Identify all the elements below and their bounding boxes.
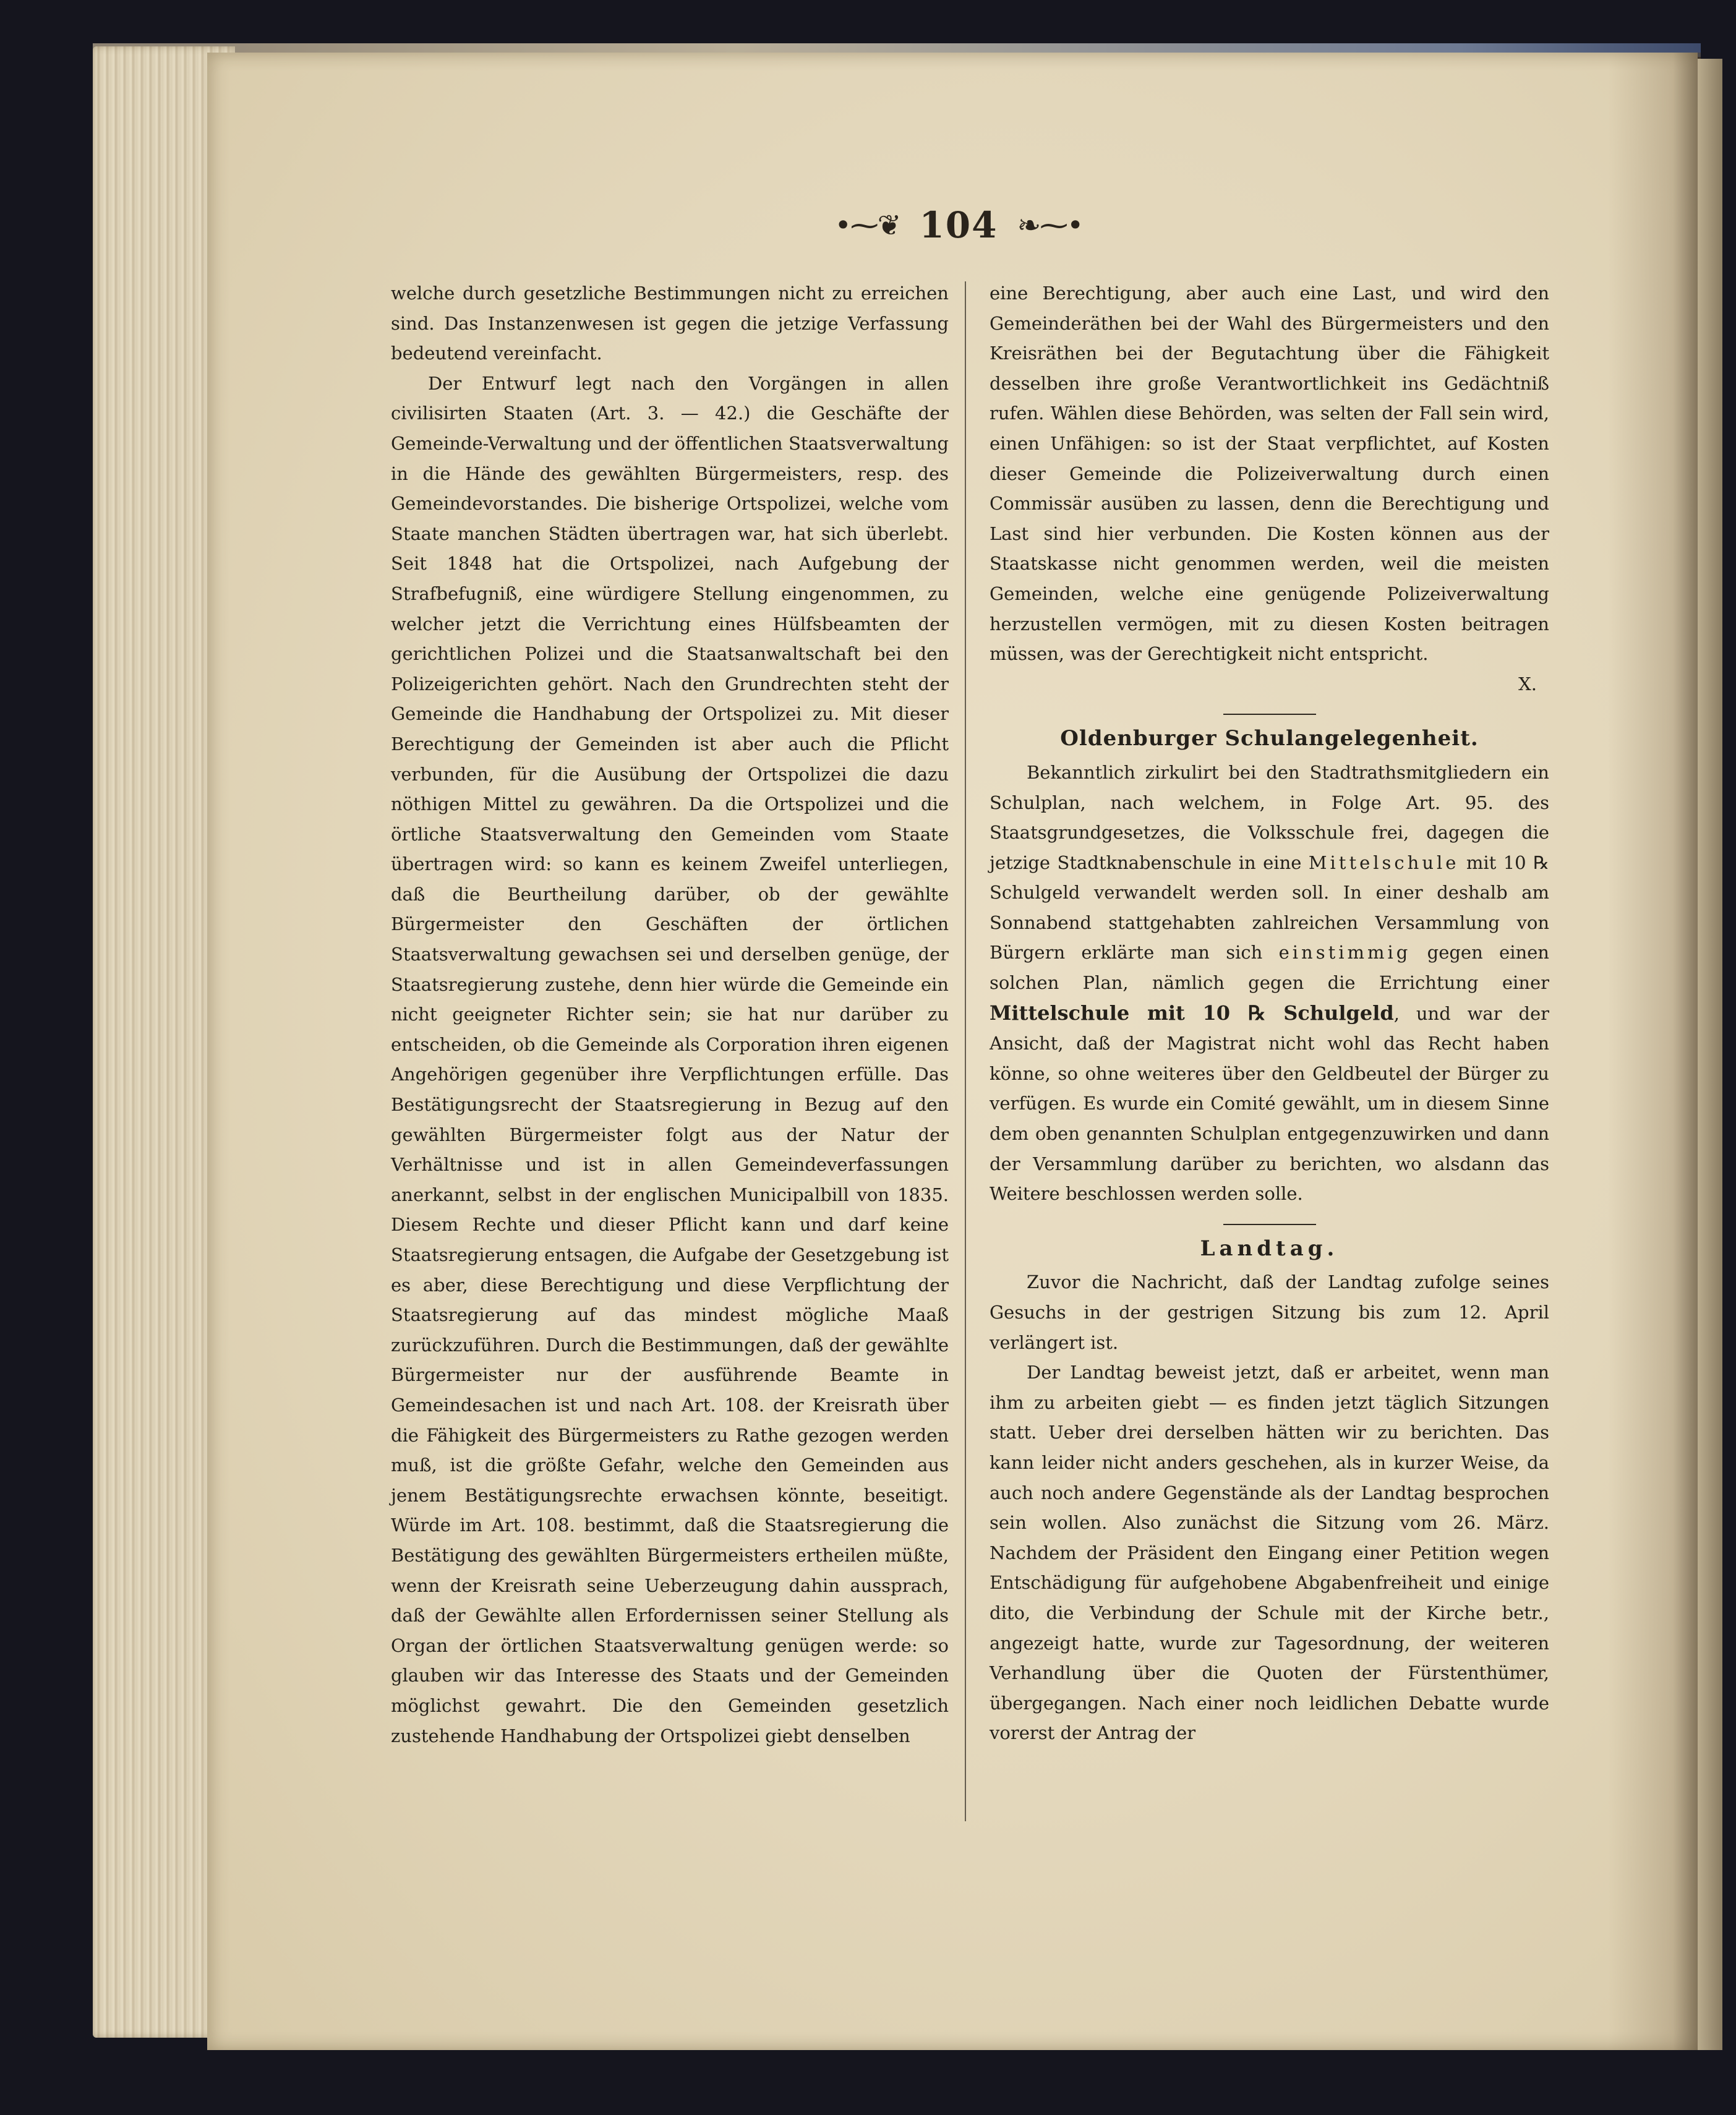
column-divider bbox=[965, 281, 966, 1821]
text-run: , und war der Ansicht, daß der Magistrat nicht wohl das Recht haben könne, so ohne weiteres über den Geldbeutel der Bürger zu verfügen. Es wurde ein Comité gewählt, um in diesem Sinne dem oben genannten Schulplan entgegenzuwirken und dann der Versammlung darüber zu berichten, wo alsdann das Weitere beschlossen werden solle. bbox=[990, 1002, 1550, 1205]
ornament-right-icon: ❧⁓• bbox=[1017, 208, 1083, 242]
page-number: 104 bbox=[919, 204, 998, 246]
facing-page-edge bbox=[1698, 59, 1722, 2050]
paragraph bbox=[990, 758, 1549, 1209]
author-signature: X. bbox=[1518, 673, 1537, 694]
ornament-left-icon: •⁓❦ bbox=[834, 208, 900, 242]
paragraph: Zuvor die Nachricht, daß der Landtag zufolge seines Gesuchs in der gestrigen Sitzung bis zum 12. April verlängert ist. bbox=[990, 1271, 1549, 1353]
gutter-shadow bbox=[1608, 53, 1701, 2050]
section-divider bbox=[1223, 1224, 1316, 1225]
text-run: Bekanntlich zirkulirt bei den Stadtrathsmitgliedern ein Schulplan, nach welchem, in Folge Art. 95. des Staatsgrundgesetzes, die Volksschule frei, dagegen die jetzige Stadtknabenschule in eine bbox=[990, 761, 1549, 873]
section-divider bbox=[1223, 714, 1316, 715]
emphasized-text: Mittelschule mit 10 ℞ Schulgeld bbox=[990, 1001, 1394, 1025]
paragraph: eine Berechtigung, aber auch eine Last, und wird den Gemeinderäthen bei der Wahl des Bürgermeisters und den Kreisräthen bei der Begutachtung über die Fähigkeit desselben ihre große Verantwortlichkeit ins Gedächtniß rufen. Wählen diese Behörden, was selten der Fall sein wird, einen Unfähigen: so ist der Staat verpflichtet, auf Kosten dieser Gemeinde die Polizeiverwaltung durch einen Commissär ausüben zu lassen, denn die Berechtigung und Last sind hier verbunden. Die Kosten können aus der Staatskasse nicht genommen werden, weil die meisten Gemeinden, welche eine genügende Polizeiverwaltung herzustellen vermögen, mit zu diesen Kosten beitragen müssen, was der Gerechtigkeit nicht entspricht. bbox=[990, 283, 1549, 665]
page-header bbox=[804, 204, 1113, 260]
right-column bbox=[990, 278, 1549, 1748]
left-column bbox=[391, 278, 949, 1751]
paragraph: Der Landtag beweist jetzt, daß er arbeitet, wenn man ihm zu arbeiten giebt — es finden jetzt täglich Sitzungen statt. Ueber drei derselben hätten wir zu berichten. Das kann leider nicht anders geschehen, als in kurzer Weise, da auch noch andere Gegenstände als der Landtag besprochen sein wollen. Also zunächst die Sitzung vom 26. März. Nachdem der Präsident den Eingang einer Petition wegen Entschädigung für aufgehobene Abgabenfreiheit und einige dito, die Verbindung der Schule mit der Kirche betr., angezeigt hatte, wurde zur Tagesordnung, der weiteren Verhandlung über die Quoten der Fürstenthümer, übergegangen. Nach einer noch leidlichen Debatte wurde vorerst der Antrag der bbox=[990, 1362, 1549, 1744]
article-heading: Oldenburger Schulangelegenheit. bbox=[1060, 726, 1479, 751]
paragraph: Der Entwurf legt nach den Vorgängen in allen civilisirten Staaten (Art. 3. — 42.) die Geschäfte der Gemeinde-Verwaltung und der öffentlichen Staatsverwaltung in die Hände des gewählten Bürgermeisters, resp. des Gemeindevorstandes. Die bisherige Ortspolizei, welche vom Staate manchen Städten übertragen war, hat sich überlebt. Seit 1848 hat die Ortspolizei, nach Aufgebung der Strafbefugniß, eine würdigere Stellung eingenommen, zu welcher jetzt die Verrichtung eines Hülfsbeamten der gerichtlichen Polizei und die Staatsanwaltschaft bei den Polizeigerichten gehört. Nach den Grundrechten steht der Gemeinde die Handhabung der Ortspolizei zu. Mit dieser Berechtigung der Gemeinden ist aber auch die Pflicht verbunden, für die Ausübung der Ortspolizei die dazu nöthigen Mittel zu gewähren. Da die Ortspolizei und die örtliche Staatsverwaltung den Gemeinden vom Staate übertragen wird: so kann es keinem Zweifel unterliegen, daß die Beurtheilung darüber, ob der gewählte Bürgermeister den Geschäften der örtlichen Staatsverwaltung gewachsen sei und derselben genüge, der Staatsregierung zustehe, denn hier würde die Gemeinde ein nicht geeigneter Richter sein; sie hat nur darüber zu entscheiden, ob die Gemeinde als Corporation ihren eigenen Angehörigen gegenüber ihre Verpflichtungen erfülle. Das Bestätigungsrecht der Staatsregierung in Bezug auf den gewählten Bürgermeister folgt aus der Natur der Verhältnisse und ist in allen Gemeindeverfassungen anerkannt, selbst in der englischen Municipalbill von 1835. Diesem Rechte und dieser Pflicht kann und darf keine Staatsregierung entsagen, die Aufgabe der Gesetzgebung ist es aber, diese Berechtigung und diese Verpflichtung der Staatsregierung auf das mindest mögliche Maaß zurückzuführen. Durch die Bestimmungen, daß der gewählte Bürgermeister nur der ausführende Beamte in Gemeindesachen ist und nach Art. 108. der Kreisrath über die Fähigkeit des Bürgermeisters zu Rathe gezogen werden muß, ist die größte Gefahr, welche den Gemeinden aus jenem Bestätigungsrechte erwachsen könnte, beseitigt. Würde im Art. 108. bestimmt, daß die Staatsregierung die Bestätigung des gewählten Bürgermeisters ertheilen müßte, wenn der Kreisrath seine Ueberzeugung dahin aussprach, daß der Gewählte allen Erfordernissen seiner Stellung als Organ der örtlichen Staatsverwaltung genügen werde: so glauben wir das Interesse des Staats und der Gemeinden möglichst gewahrt. Die den Gemeinden gesetzlich zustehende Handhabung der Ortspolizei giebt denselben bbox=[391, 372, 949, 1746]
paragraph: welche durch gesetzliche Bestimmungen nicht zu erreichen sind. Das Instanzenwesen ist gegen die jetzige Verfassung bedeutend vereinfacht. bbox=[391, 283, 949, 364]
text-run: gegen einen solchen Plan, nämlich gegen die Errichtung einer bbox=[990, 942, 1549, 994]
spaced-text: einstimmig bbox=[1278, 942, 1411, 964]
text-run: mit 10 ℞ Schulgeld verwandelt werden soll. In einer deshalb am Sonnabend stattgehabten zahlreichen Versammlung von Bürgern erklärte man sich bbox=[990, 852, 1550, 964]
spaced-text: Mittelschule bbox=[1308, 852, 1460, 873]
article-heading: Landtag. bbox=[1200, 1236, 1339, 1261]
